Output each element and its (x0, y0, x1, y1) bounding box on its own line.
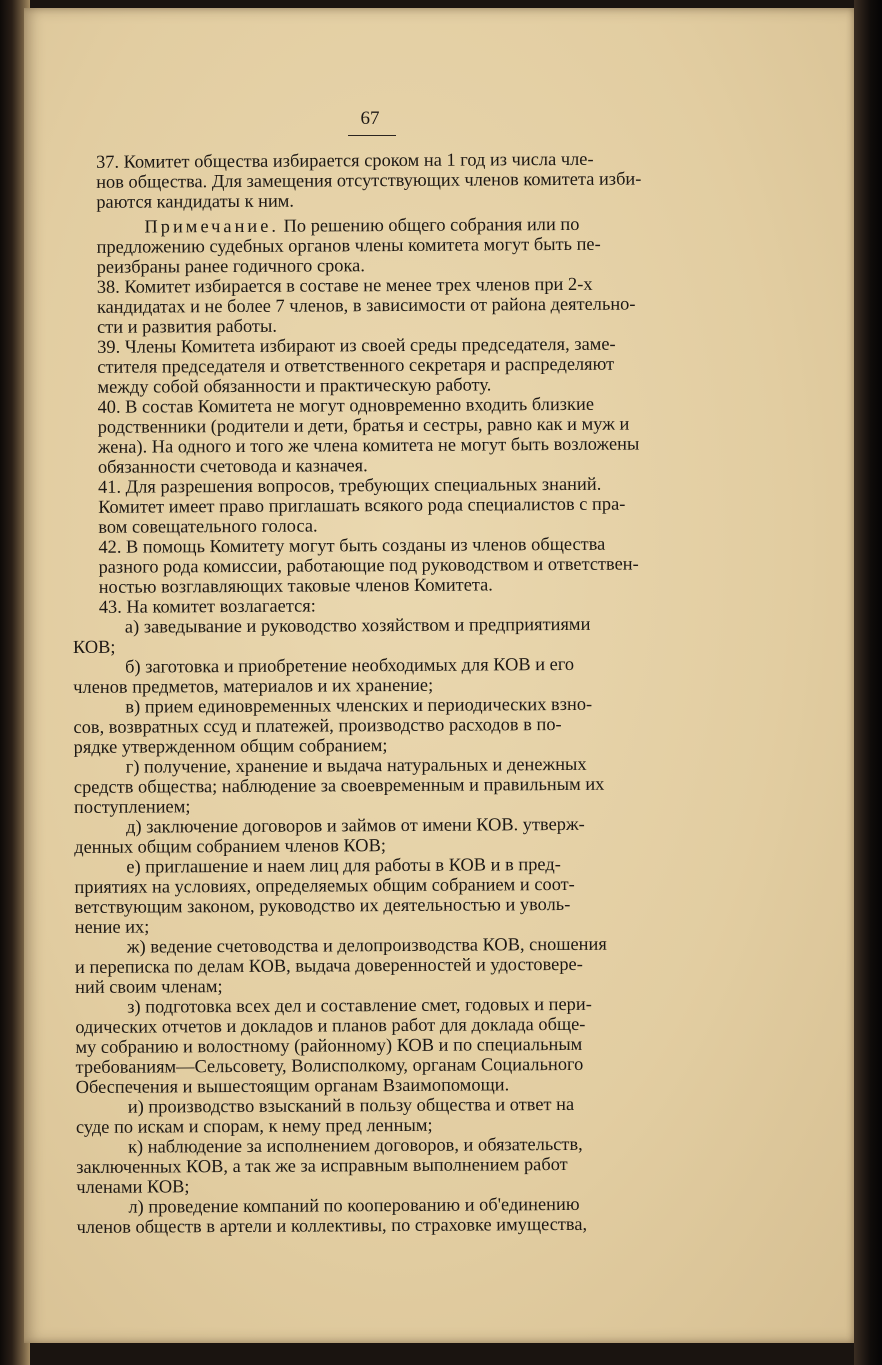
text-line: 41. Для разрешения вопросов, требующих специальных знаний. (97, 473, 602, 497)
text-line: ний своим членам; (75, 976, 223, 997)
note-paragraph (70, 213, 725, 277)
paragraph-40 (71, 393, 726, 477)
text-line: Обеспечения и вышестоящим органам Взаимопомощи. (75, 1074, 510, 1097)
text-line: 42. В помощь Комитету могут быть созданы из членов общества (98, 533, 606, 557)
page-body-text (70, 148, 732, 1237)
duties-list (73, 613, 732, 1237)
text-line: з) подготовка всех дел и составление смет, годовых и пери- (127, 993, 592, 1017)
text-line: л) проведение компаний по кооперованию и об'единению (128, 1193, 580, 1217)
text-line: в) прием единовременных членских и периодических взно- (125, 693, 593, 717)
text-line: членами КОВ; (76, 1176, 190, 1197)
text-line: ж) ведение счетоводства и делопроизводства КОВ, сношения (126, 933, 607, 957)
paragraph-42 (72, 533, 727, 597)
list-item-a (73, 613, 728, 657)
list-item-b (73, 653, 728, 697)
text-line: требованиям—Сельсовету, Волисполкому, органам Социального (75, 1053, 584, 1077)
text-line: ветствующим законом, руководство их деятельностью и уволь- (74, 893, 571, 917)
text-line: стителя председателя и ответственного секретаря и распределяют (97, 353, 615, 377)
note-lead: Примечание. (144, 215, 280, 237)
list-item-zh (75, 933, 730, 997)
paragraph-38 (71, 273, 726, 337)
text-line: нов общества. Для замещения отсутствующих членов комитета изби- (96, 168, 642, 192)
list-item-k (76, 1133, 731, 1197)
text-line: 38. Комитет избирается в составе не менее трех членов при 2-х (96, 273, 593, 297)
list-item-i (76, 1093, 731, 1137)
text-line: родственники (родители и дети, братья и сестры, равно как и муж и (97, 413, 630, 437)
text-line: денных общим собранием членов КОВ; (74, 835, 386, 857)
text-line: Комитет имеет право приглашать всякого рода специалистов с пра- (98, 493, 626, 517)
paragraph-41 (72, 473, 727, 537)
text-line: средств общества; наблюдение за своевременным и правильным их (73, 773, 605, 797)
text-line: 39. Члены Комитета избирают из своей среды председателя, заме- (97, 333, 616, 357)
text-line: сов, возвратных ссуд и платежей, производство расходов в по- (73, 714, 562, 737)
text-line: ностью возглавляющих таковые членов Комитета. (98, 574, 493, 597)
text-line: суде по искам и спорам, к нему пред ленным; (75, 1114, 433, 1137)
list-item-d (74, 813, 729, 857)
text-line: одических отчетов и докладов и планов работ для доклада обще- (75, 1013, 586, 1037)
text-line: обязанности счетовода и казначея. (97, 455, 368, 477)
text-line: кандидатах и не более 7 членов, в зависимости от района деятельно- (96, 293, 636, 317)
text-line: и) производство взысканий в пользу общества и ответ на (127, 1093, 575, 1117)
text-line: му собранию и волостному (районному) КОВ и по специальным (75, 1033, 583, 1057)
paragraph-39 (71, 333, 726, 397)
text-line: 37. Комитет общества избирается сроком на 1 год из числа чле- (95, 148, 594, 172)
page-right-edge-shadow (854, 0, 882, 1365)
text-line: поступлением; (73, 796, 191, 817)
text-line: КОВ; (72, 636, 116, 657)
list-item-g (74, 753, 729, 817)
text-line: е) приглашение и наем лиц для работы в КОВ и в пред- (126, 854, 561, 877)
text-line: между собой обязанности и практическую работу. (97, 374, 492, 397)
list-item-z (75, 993, 731, 1097)
text-fragment: По решению общего собрания или по (283, 213, 580, 236)
text-line: предложению судебных органов члены комитета могут быть пе- (96, 233, 601, 257)
text-line: сти и развития работы. (97, 315, 277, 337)
text-line: разного рода комиссии, работающие под руководством и ответствен- (98, 553, 639, 577)
text-line: членов предметов, материалов и их хранение; (73, 674, 434, 697)
text-line: и переписка по делам КОВ, выдача доверенностей и удостовере- (74, 953, 583, 977)
text-line: г) получение, хранение и выдача натуральных и денежных (125, 753, 587, 777)
text-line: б) заготовка и приобретение необходимых для КОВ и его (125, 653, 575, 677)
text-line: 40. В состав Комитета не могут одновременно входить близкие (97, 393, 595, 417)
list-item-v (73, 693, 728, 757)
text-line: приятиях на условиях, определяемых общим собранием и соот- (74, 873, 575, 897)
list-item-e (74, 853, 729, 937)
text-line: д) заключение договоров и займов от имени КОВ. утверж- (126, 813, 585, 837)
text-line: жена). На одного и того же члена комитета не могут быть возложены (97, 433, 640, 457)
text-line: к) наблюдение за исполнением договоров, и обязательств, (128, 1133, 583, 1157)
text-line: вом совещательного голоса. (98, 515, 318, 537)
text-line: нение их; (74, 916, 150, 937)
text-line: членов обществ в артели и коллективы, по страховке имущества, (76, 1213, 588, 1237)
paragraph-37 (70, 148, 725, 212)
list-item-l (76, 1193, 731, 1237)
text-line: рядке утвержденном общим собранием; (73, 735, 388, 757)
page-number: 67 (360, 108, 380, 129)
page-number-rule (348, 135, 396, 136)
text-line: реизбраны ранее годичного срока. (96, 255, 365, 277)
text-line: заключенных КОВ, а так же за исправным выполнением работ (76, 1153, 568, 1177)
text-line: а) заведывание и руководство хозяйством и предприятиями (124, 613, 591, 637)
text-line: раются кандидаты к ним. (96, 190, 295, 212)
text-line: 43. На комитет возлагается: (98, 595, 316, 617)
